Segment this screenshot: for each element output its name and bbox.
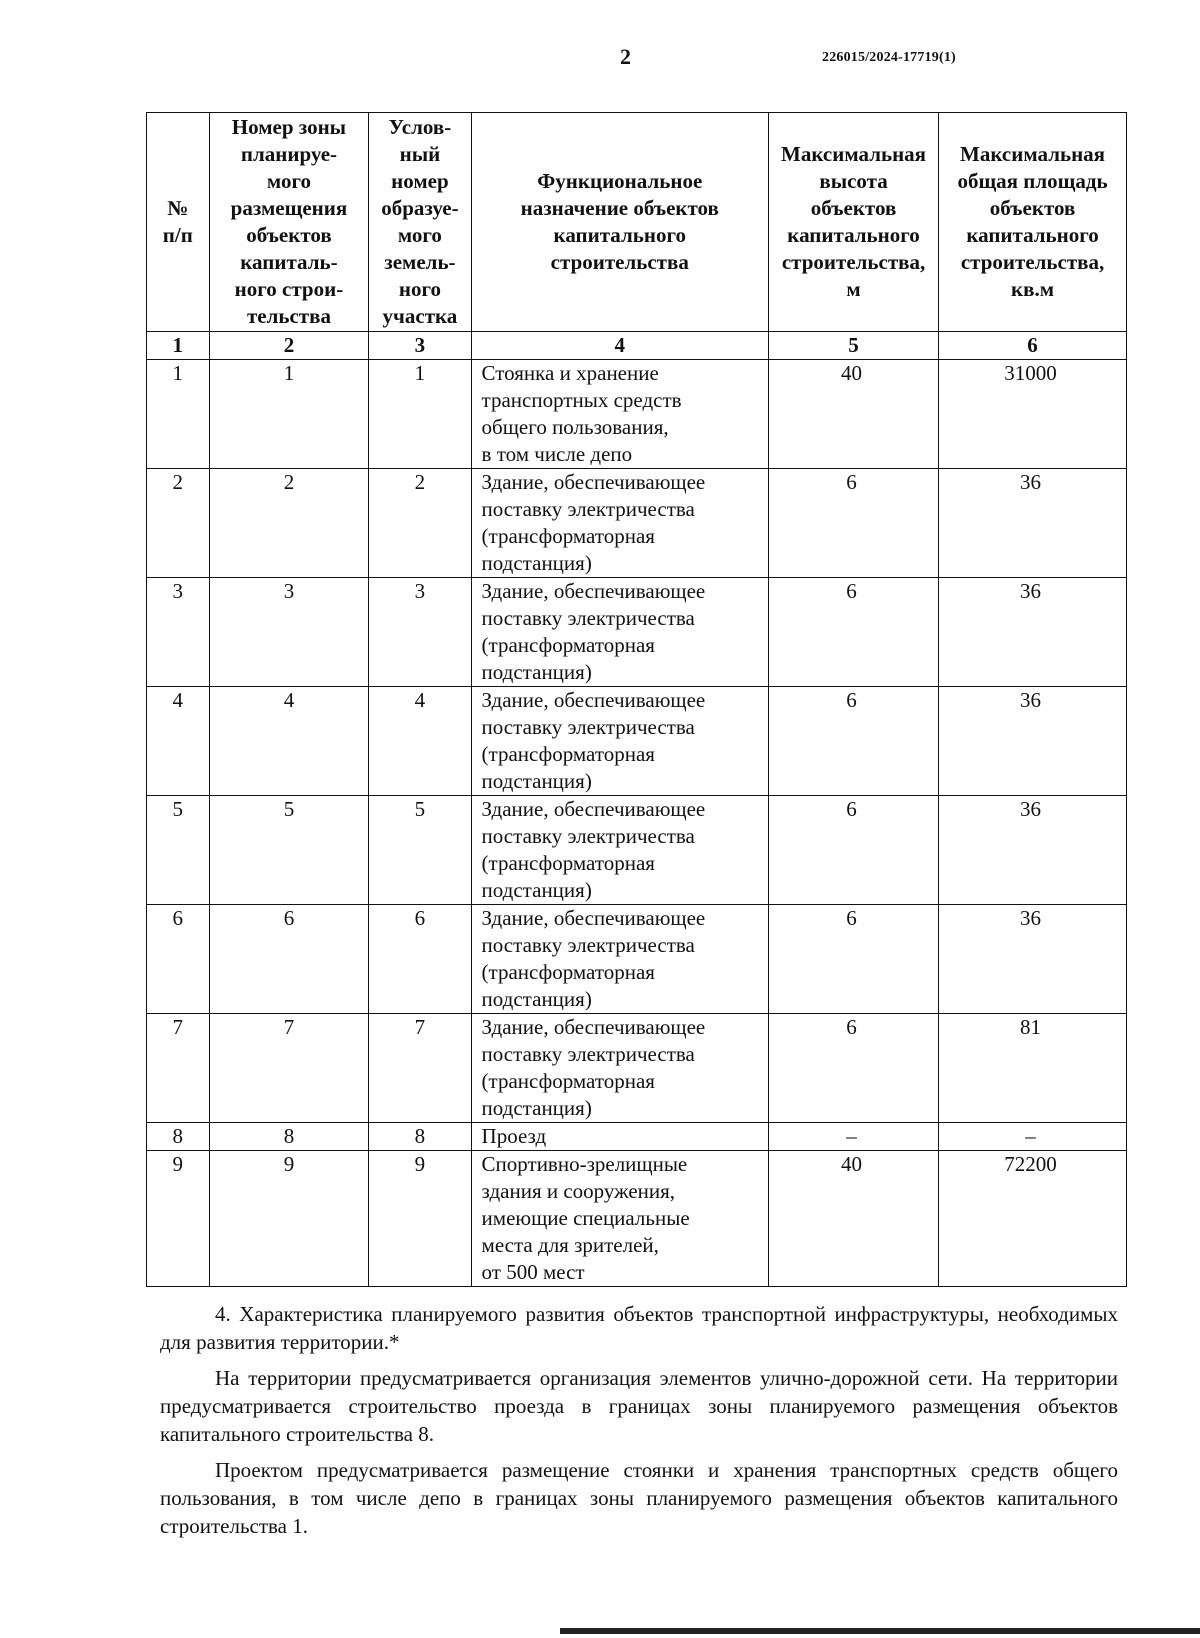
plot-number-cell: 7: [369, 1014, 471, 1123]
max-area-cell: 31000: [939, 360, 1127, 469]
table-row: [147, 796, 1127, 905]
plot-number-cell: 3: [369, 578, 471, 687]
parking-paragraph: Проектом предусматривается размещение стоянки и хранения транспортных средств общего пользования, в том числе депо в границах зоны планируемого размещения объектов капитального строительства 1.: [160, 1458, 1118, 1538]
header-cell-index: № п/п: [147, 113, 210, 332]
max-area-cell: 72200: [939, 1151, 1127, 1287]
purpose-cell: Здание, обеспечивающее поставку электричества (трансформаторная подстанция): [471, 905, 768, 1014]
document-id: 226015/2024-17719(1): [822, 50, 956, 65]
column-number: 2: [209, 332, 369, 360]
purpose-cell: Здание, обеспечивающее поставку электричества (трансформаторная подстанция): [471, 687, 768, 796]
row-index-cell: 5: [147, 796, 210, 905]
max-area-cell: –: [939, 1123, 1127, 1151]
table-row: [147, 1151, 1127, 1287]
max-area-cell: 36: [939, 905, 1127, 1014]
purpose-cell: Здание, обеспечивающее поставку электричества (трансформаторная подстанция): [471, 1014, 768, 1123]
zone-number-cell: 1: [209, 360, 369, 469]
scan-edge-line: [560, 1628, 1200, 1634]
table-row: [147, 360, 1127, 469]
plot-number-cell: 5: [369, 796, 471, 905]
column-number: 4: [471, 332, 768, 360]
max-height-cell: 6: [768, 1014, 938, 1123]
page-header: [0, 44, 1200, 74]
header-cell-area: Максимальная общая площадь объектов капитального строительства, кв.м: [939, 113, 1127, 332]
max-area-cell: 36: [939, 687, 1127, 796]
table-row: [147, 578, 1127, 687]
zones-table: [146, 112, 1127, 1287]
plot-number-cell: 9: [369, 1151, 471, 1287]
page-number: 2: [620, 44, 631, 69]
purpose-cell: Здание, обеспечивающее поставку электричества (трансформаторная подстанция): [471, 469, 768, 578]
max-height-cell: 6: [768, 578, 938, 687]
zone-number-cell: 9: [209, 1151, 369, 1287]
row-index-cell: 7: [147, 1014, 210, 1123]
zone-number-cell: 5: [209, 796, 369, 905]
max-height-cell: 6: [768, 796, 938, 905]
header-row: [147, 113, 1127, 332]
purpose-cell: Здание, обеспечивающее поставку электричества (трансформаторная подстанция): [471, 796, 768, 905]
zone-number-cell: 2: [209, 469, 369, 578]
max-area-cell: 36: [939, 796, 1127, 905]
road-network-paragraph: На территории предусматривается организация элементов улично-дорожной сети. На территории предусматривается строительство проезда в границах зоны планируемого размещения объектов капитального строительства 8.: [160, 1366, 1118, 1446]
header-cell-zone: Номер зоны планируе- мого размещения объектов капиталь- ного строи- тельства: [209, 113, 369, 332]
max-area-cell: 81: [939, 1014, 1127, 1123]
column-number: 1: [147, 332, 210, 360]
row-index-cell: 1: [147, 360, 210, 469]
column-number: 5: [768, 332, 938, 360]
header-cell-height: Максимальная высота объектов капитального строительства, м: [768, 113, 938, 332]
row-index-cell: 3: [147, 578, 210, 687]
max-area-cell: 36: [939, 469, 1127, 578]
max-height-cell: 6: [768, 905, 938, 1014]
table-row: [147, 1014, 1127, 1123]
zone-number-cell: 8: [209, 1123, 369, 1151]
purpose-cell: Спортивно-зрелищные здания и сооружения, имеющие специальные места для зрителей, от 500 мест: [471, 1151, 768, 1287]
plot-number-cell: 4: [369, 687, 471, 796]
header-cell-purpose: Функциональное назначение объектов капитального строительства: [471, 113, 768, 332]
row-index-cell: 2: [147, 469, 210, 578]
plot-number-cell: 6: [369, 905, 471, 1014]
max-height-cell: –: [768, 1123, 938, 1151]
zone-number-cell: 7: [209, 1014, 369, 1123]
table-row: [147, 687, 1127, 796]
max-height-cell: 40: [768, 360, 938, 469]
max-height-cell: 40: [768, 1151, 938, 1287]
row-index-cell: 6: [147, 905, 210, 1014]
section-heading-paragraph: 4. Характеристика планируемого развития объектов транспортной инфраструктуры, необходимых для развития территории.*: [160, 1302, 1118, 1354]
max-area-cell: 36: [939, 578, 1127, 687]
column-number: 3: [369, 332, 471, 360]
purpose-cell: Проезд: [471, 1123, 768, 1151]
column-number-row: [147, 332, 1127, 360]
plot-number-cell: 2: [369, 469, 471, 578]
purpose-cell: Здание, обеспечивающее поставку электричества (трансформаторная подстанция): [471, 578, 768, 687]
header-cell-plot: Услов- ный номер образуе- мого земель- ного участка: [369, 113, 471, 332]
plot-number-cell: 1: [369, 360, 471, 469]
row-index-cell: 9: [147, 1151, 210, 1287]
table-row: [147, 905, 1127, 1014]
zone-number-cell: 4: [209, 687, 369, 796]
max-height-cell: 6: [768, 469, 938, 578]
body-text: [160, 1300, 1118, 1548]
column-number: 6: [939, 332, 1127, 360]
table-row: [147, 1123, 1127, 1151]
table-row: [147, 469, 1127, 578]
max-height-cell: 6: [768, 687, 938, 796]
plot-number-cell: 8: [369, 1123, 471, 1151]
row-index-cell: 8: [147, 1123, 210, 1151]
zone-number-cell: 6: [209, 905, 369, 1014]
zone-number-cell: 3: [209, 578, 369, 687]
row-index-cell: 4: [147, 687, 210, 796]
purpose-cell: Стоянка и хранение транспортных средств общего пользования, в том числе депо: [471, 360, 768, 469]
